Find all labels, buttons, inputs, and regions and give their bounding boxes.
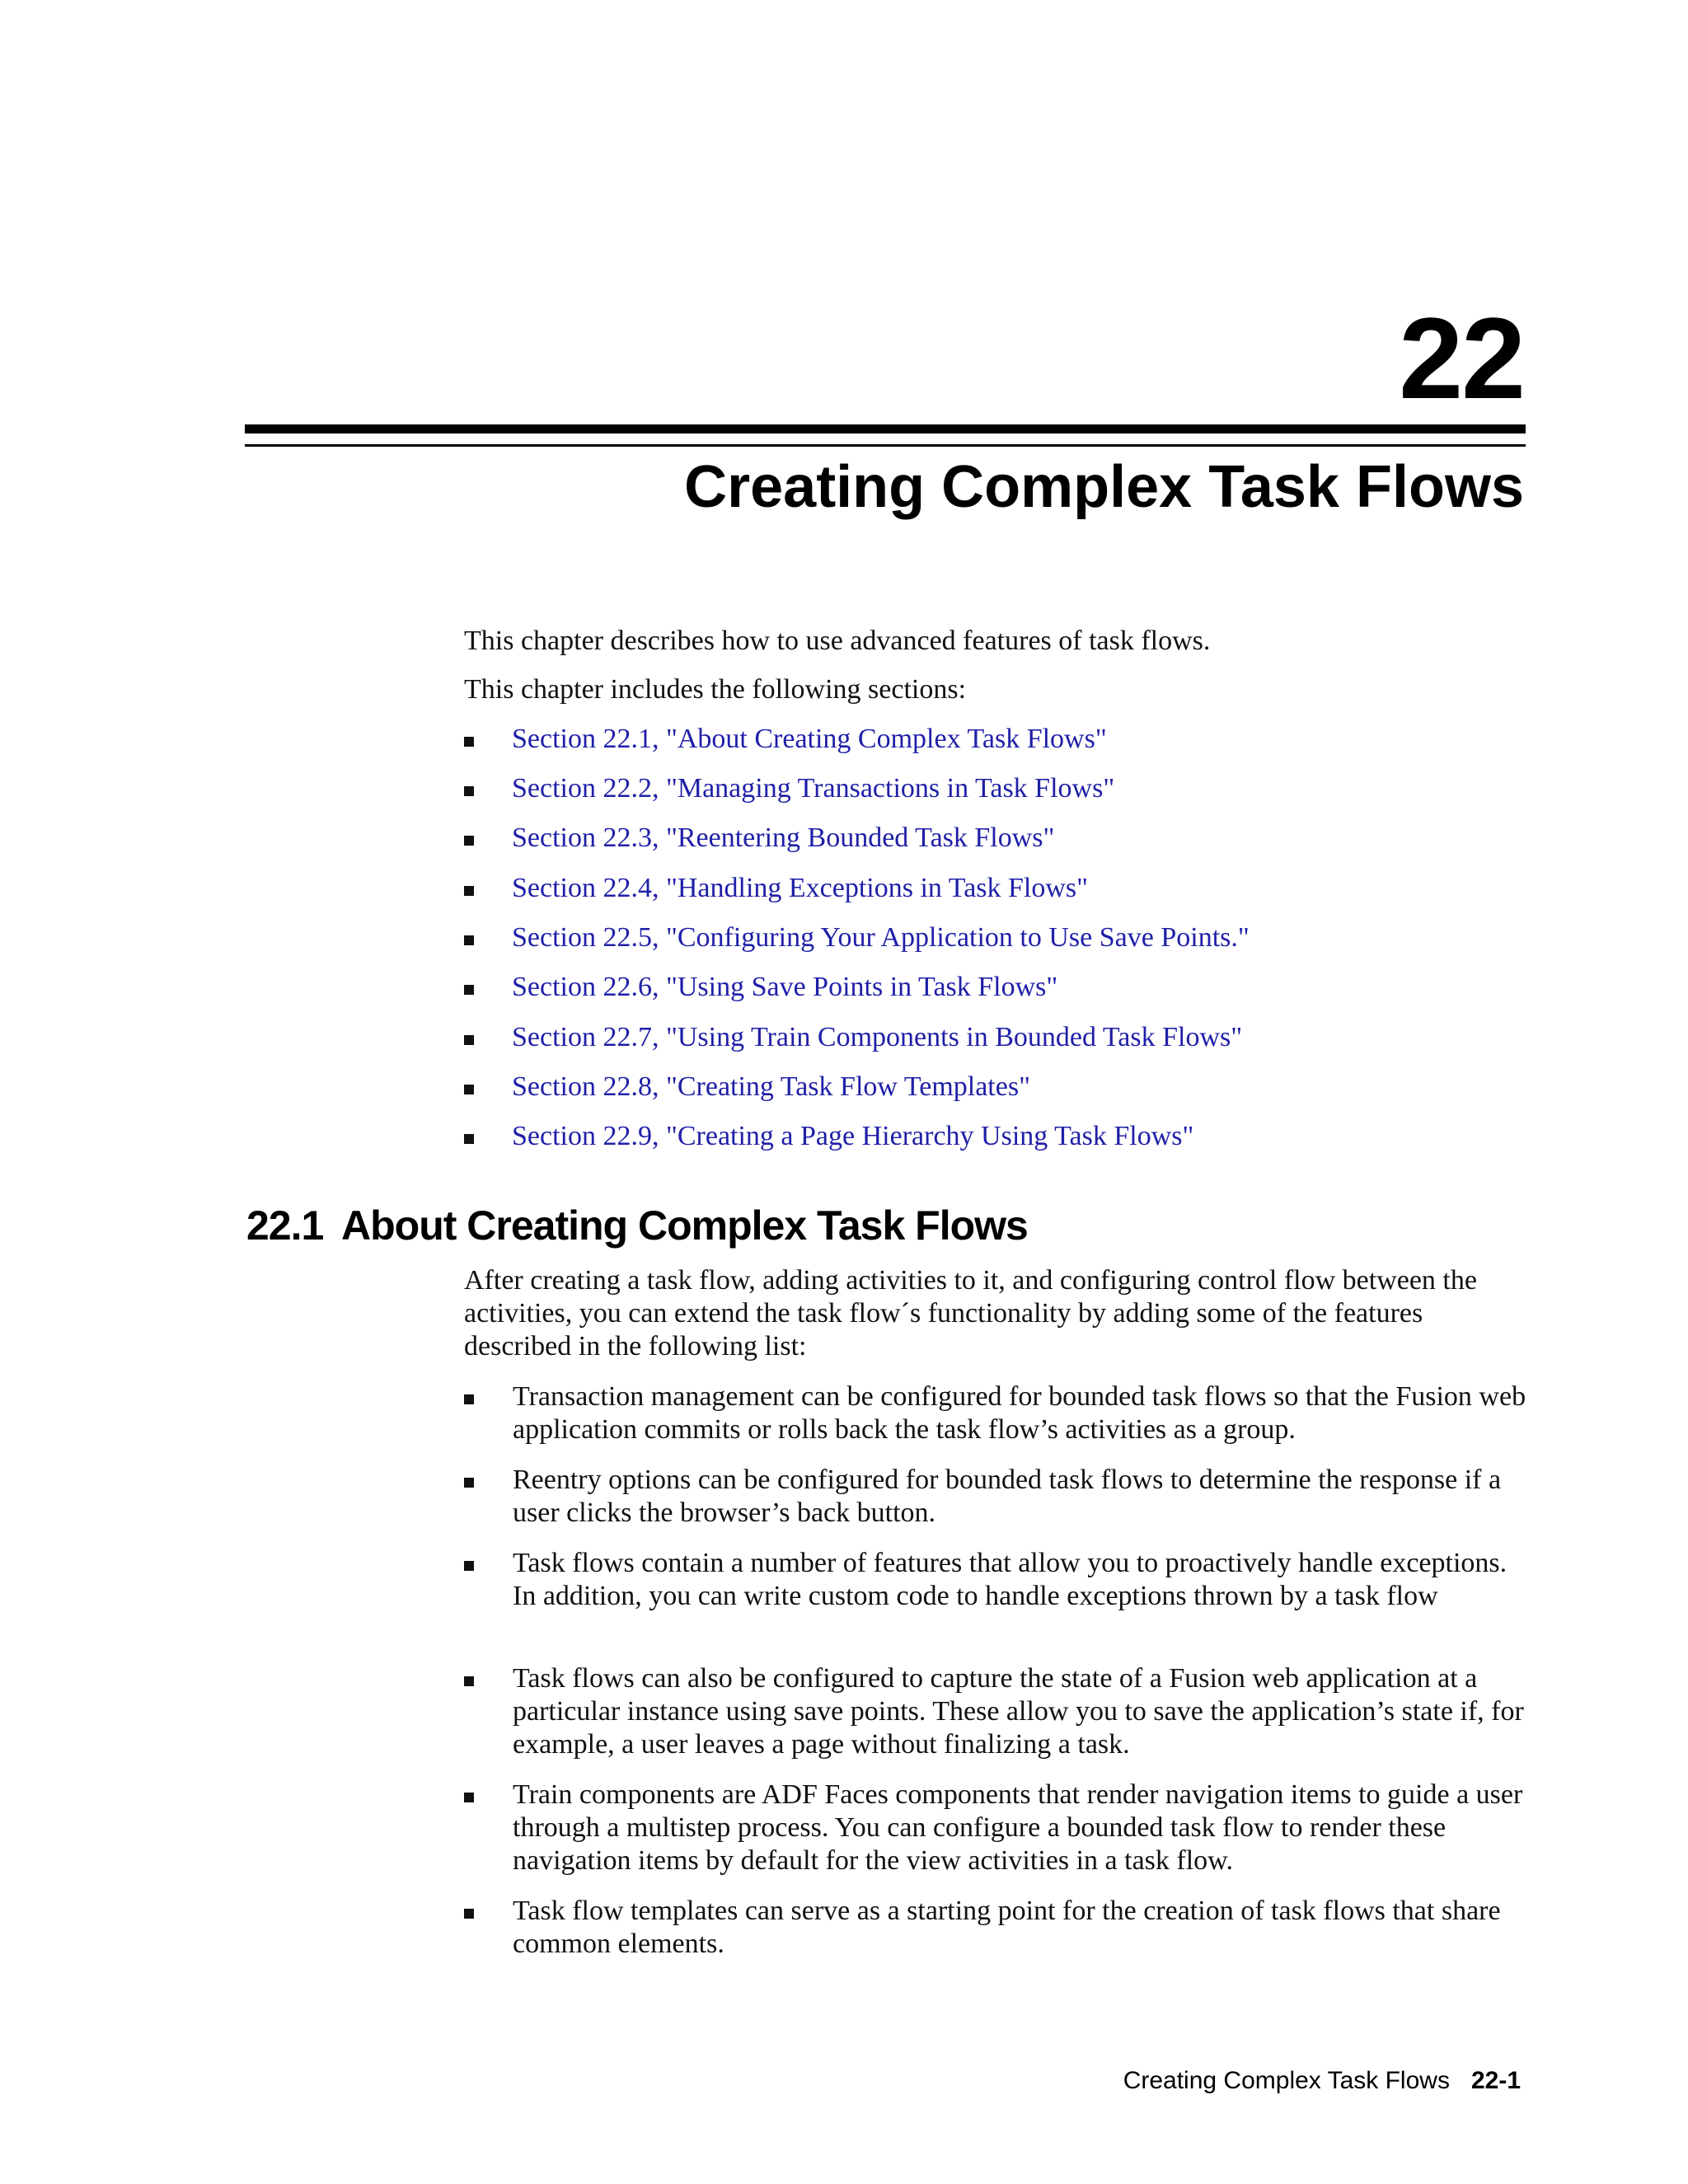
- list-item: [464, 1464, 1536, 1530]
- list-item-text: Task flow templates can serve as a starting point for the creation of task flows that share common elements.: [513, 1896, 1501, 1959]
- bullet-icon: [464, 1478, 474, 1488]
- toc-link-22-1[interactable]: Section 22.1, "About Creating Complex Task Flows": [512, 724, 1107, 754]
- bullet-icon: [464, 1085, 474, 1094]
- toc-link-22-4[interactable]: Section 22.4, "Handling Exceptions in Task Flows": [512, 873, 1089, 903]
- bullet-icon: [464, 1561, 474, 1571]
- toc-link-22-8[interactable]: Section 22.8, "Creating Task Flow Templates": [512, 1071, 1030, 1102]
- bullet-icon: [464, 935, 474, 945]
- list-item-text: Reentry options can be configured for bounded task flows to determine the response if a user clicks the browser’s back button.: [513, 1465, 1502, 1528]
- intro-line-2: This chapter includes the following sections:: [464, 674, 967, 705]
- section-paragraph: After creating a task flow, adding activities to it, and configuring control flow between the activities, you can extend the task flow´s functionality by adding some of the features described in the following list:: [464, 1265, 1477, 1361]
- section-number: 22.1: [246, 1202, 324, 1249]
- bullet-icon: [464, 1394, 474, 1404]
- list-item-text: Task flows contain a number of features that allow you to proactively handle exceptions. In addition, you can write custom code to handle exceptions thrown by a task flow: [513, 1548, 1507, 1611]
- bullet-icon: [464, 886, 474, 896]
- bullet-icon: [464, 1909, 474, 1919]
- bullet-icon: [464, 737, 474, 747]
- toc-link-22-3[interactable]: Section 22.3, "Reentering Bounded Task Flows": [512, 823, 1055, 853]
- page-footer: [1123, 2067, 1521, 2095]
- list-item-text: Train components are ADF Faces components that render navigation items to guide a user through a multistep process. You can configure a bounded task flow to render these navigation items by default for the view activities in a task flow.: [513, 1779, 1523, 1876]
- bullet-icon: [464, 1035, 474, 1045]
- bullet-icon: [464, 1134, 474, 1144]
- section-heading: [246, 1203, 1028, 1249]
- toc-link-22-7[interactable]: Section 22.7, "Using Train Components in Bounded Task Flows": [512, 1022, 1243, 1052]
- bullet-icon: [464, 985, 474, 995]
- toc-link-22-2[interactable]: Section 22.2, "Managing Transactions in Task Flows": [512, 773, 1115, 804]
- chapter-number: 22: [1399, 293, 1524, 423]
- list-item: [464, 1779, 1536, 1877]
- list-item: [464, 1547, 1536, 1613]
- toc-link-22-5[interactable]: Section 22.5, "Configuring Your Application to Use Save Points.": [512, 922, 1250, 953]
- chapter-title: Creating Complex Task Flows: [684, 454, 1524, 520]
- bullet-icon: [464, 786, 474, 796]
- intro-line-1: This chapter describes how to use advanced features of task flows.: [464, 626, 1211, 656]
- list-item: [464, 1662, 1536, 1761]
- bullet-icon: [464, 1793, 474, 1802]
- list-item: [464, 1380, 1536, 1446]
- bullet-icon: [464, 1676, 474, 1686]
- list-item: [464, 1895, 1536, 1961]
- list-item-text: Task flows can also be configured to capture the state of a Fusion web application at a particular instance using save points. These allow you to save the application’s state if, for example, a user leaves a page without finalizing a task.: [513, 1663, 1524, 1760]
- footer-title: Creating Complex Task Flows: [1123, 2067, 1450, 2094]
- page-number: 22-1: [1470, 2067, 1521, 2094]
- bullet-icon: [464, 836, 474, 846]
- toc-link-22-9[interactable]: Section 22.9, "Creating a Page Hierarchy Using Task Flows": [512, 1121, 1194, 1151]
- chapter-rule-thick: [245, 424, 1526, 434]
- toc-link-22-6[interactable]: Section 22.6, "Using Save Points in Task Flows": [512, 972, 1058, 1002]
- section-title: About Creating Complex Task Flows: [341, 1202, 1028, 1249]
- list-item-text: Transaction management can be configured for bounded task flows so that the Fusion web application commits or rolls back the task flow’s activities as a group.: [513, 1381, 1526, 1445]
- chapter-rule-thin: [245, 444, 1526, 447]
